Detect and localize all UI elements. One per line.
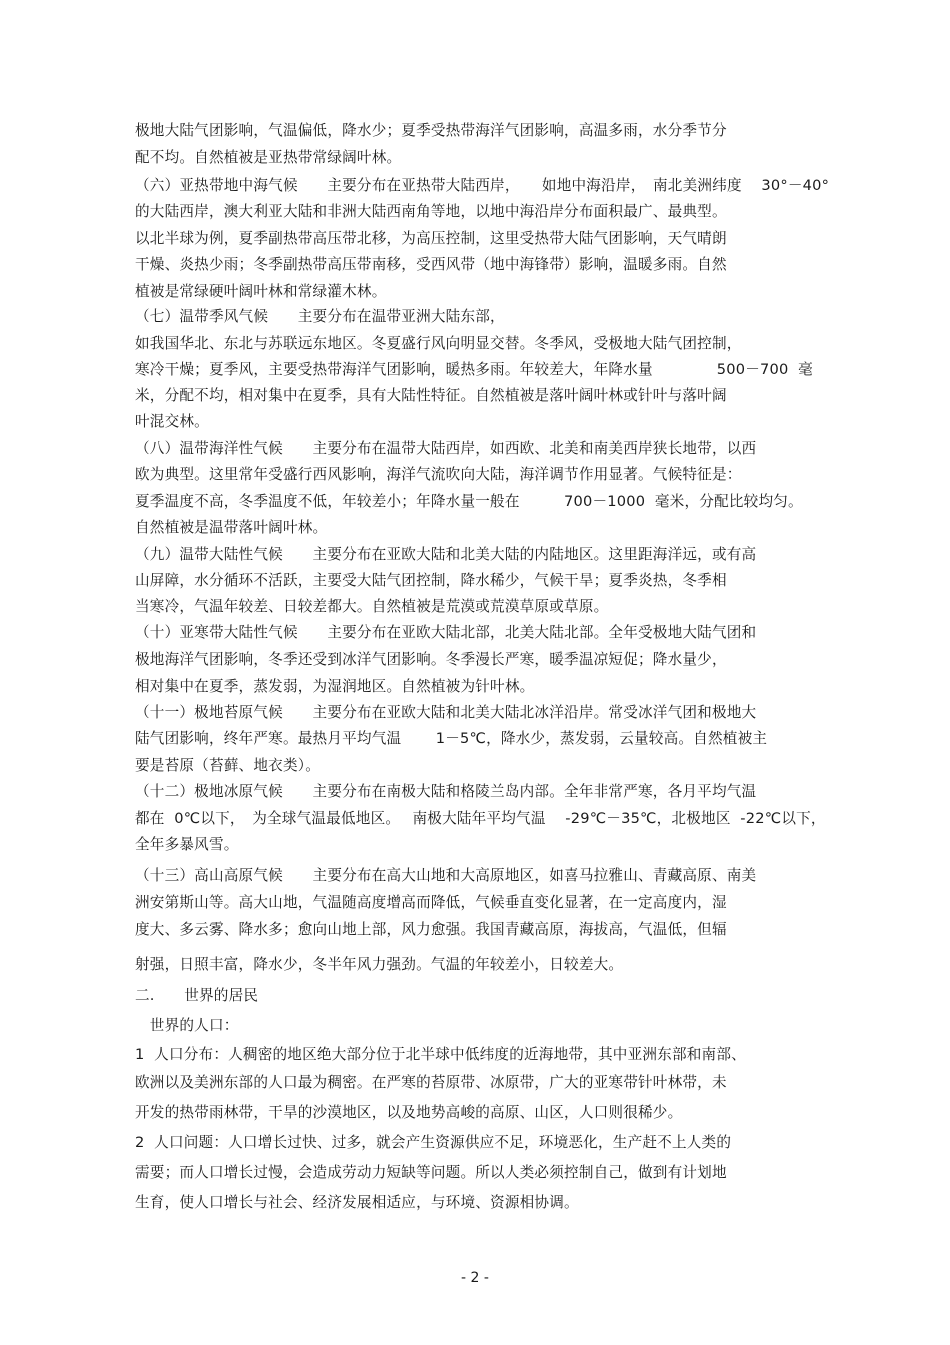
text-line: 寒冷干燥；夏季风，主要受热带海洋气团影响，暖热多雨。年较差大，年降水量 500－700 毫: [135, 361, 813, 378]
text-line: 需要；而人口增长过慢，会造成劳动力短缺等问题。所以人类必须控制自己，做到有计划地: [135, 1164, 727, 1181]
text-line: 如我国华北、东北与苏联远东地区。冬夏盛行风向明显交替。冬季风，受极地大陆气团控制，: [135, 335, 742, 352]
text-line: 当寒冷，气温年较差、日较差都大。自然植被是荒漠或荒漠草原或草原。: [135, 598, 609, 615]
text-line: 极地海洋气团影响，冬季还受到冰洋气团影响。冬季漫长严寒，暖季温凉短促；降水量少，: [135, 651, 727, 668]
text-line: （十二）极地冰原气候 主要分布在南极大陆和格陵兰岛内部。全年非常严寒，各月平均气温: [135, 783, 757, 800]
text-line: 植被是常绿硬叶阔叶林和常绿灌木林。: [135, 283, 387, 300]
text-line: 欧为典型。这里常年受盛行西风影响，海洋气流吹向大陆，海洋调节作用显著。气候特征是：: [135, 466, 742, 483]
text-line: 2 人口问题：人口增长过快、过多，就会产生资源供应不足，环境恶化，生产赶不上人类的: [135, 1134, 732, 1151]
text-line: 极地大陆气团影响，气温偏低，降水少；夏季受热带海洋气团影响，高温多雨，水分季节分: [135, 122, 727, 139]
text-line: 开发的热带雨林带，干旱的沙漠地区，以及地势高峻的高原、山区，人口则很稀少。: [135, 1104, 683, 1121]
text-line: 的大陆西岸，澳大利亚大陆和非洲大陆西南角等地，以地中海沿岸分布面积最广、最典型。: [135, 203, 727, 220]
text-line: 陆气团影响，终年严寒。最热月平均气温 1－5℃，降水少，蒸发弱，云量较高。自然植被主: [135, 730, 768, 747]
text-line: 配不均。自然植被是亚热带常绿阔叶林。: [135, 149, 402, 166]
text-line: 叶混交林。: [135, 413, 209, 430]
text-line: （十三）高山高原气候 主要分布在高大山地和大高原地区，如喜马拉雅山、青藏高原、南美: [135, 867, 757, 884]
text-line: 夏季温度不高，冬季温度不低，年较差小；年降水量一般在 700－1000 毫米，分配比较均匀。: [135, 493, 803, 510]
text-line: 都在 0℃以下， 为全球气温最低地区。 南极大陆年平均气温 -29℃－35℃，北极地区 -22℃以下，: [135, 810, 826, 827]
text-line: 以北半球为例，夏季副热带高压带北移，为高压控制，这里受热带大陆气团影响，天气晴朗: [135, 230, 727, 247]
section-heading: 二. 世界的居民: [135, 987, 259, 1004]
text-line: 射强，日照丰富，降水少，冬半年风力强劲。气温的年较差小，日较差大。: [135, 956, 624, 973]
text-line: 自然植被是温带落叶阔叶林。: [135, 519, 328, 536]
text-line: 米，分配不均，相对集中在夏季，具有大陆性特征。自然植被是落叶阔叶林或针叶与落叶阔: [135, 387, 727, 404]
text-line: 欧洲以及美洲东部的人口最为稠密。在严寒的苔原带、冰原带，广大的亚寒带针叶林带，未: [135, 1074, 727, 1091]
text-line: 全年多暴风雪。: [135, 836, 239, 853]
text-line: 干燥、炎热少雨；冬季副热带高压带南移，受西风带（地中海锋带）影响，温暖多雨。自然: [135, 256, 727, 273]
text-line: （九）温带大陆性气候 主要分布在亚欧大陆和北美大陆的内陆地区。这里距海洋远，或有高: [135, 546, 757, 563]
text-line: （十）亚寒带大陆性气候 主要分布在亚欧大陆北部，北美大陆北部。全年受极地大陆气团和: [135, 624, 757, 641]
text-line: 洲安第斯山等。高大山地，气温随高度增高而降低，气候垂直变化显著，在一定高度内，湿: [135, 894, 727, 911]
text-line: 生育，使人口增长与社会、经济发展相适应，与环境、资源相协调。: [135, 1194, 579, 1211]
subsection-heading: 世界的人口：: [135, 1017, 239, 1034]
text-line: 度大、多云雾、降水多；愈向山地上部，风力愈强。我国青藏高原，海拔高，气温低，但辐: [135, 921, 727, 938]
text-line: 相对集中在夏季，蒸发弱，为湿润地区。自然植被为针叶林。: [135, 678, 535, 695]
text-line: 要是苔原（苔藓、地衣类）。: [135, 757, 321, 774]
page-number: - 2 -: [461, 1270, 489, 1286]
text-line: （六）亚热带地中海气候 主要分布在亚热带大陆西岸， 如地中海沿岸， 南北美洲纬度 30°－40°: [135, 177, 830, 194]
text-line: （八）温带海洋性气候 主要分布在温带大陆西岸，如西欧、北美和南美西岸狭长地带，以西: [135, 440, 757, 457]
text-line: 1 人口分布：人稠密的地区绝大部分位于北半球中低纬度的近海地带，其中亚洲东部和南部、: [135, 1046, 746, 1063]
text-line: （十一）极地苔原气候 主要分布在亚欧大陆和北美大陆北冰洋沿岸。常受冰洋气团和极地大: [135, 704, 757, 721]
text-line: 山屏障，水分循环不活跃，主要受大陆气团控制，降水稀少，气候干旱；夏季炎热，冬季相: [135, 572, 727, 589]
text-line: （七）温带季风气候 主要分布在温带亚洲大陆东部，: [135, 308, 505, 325]
